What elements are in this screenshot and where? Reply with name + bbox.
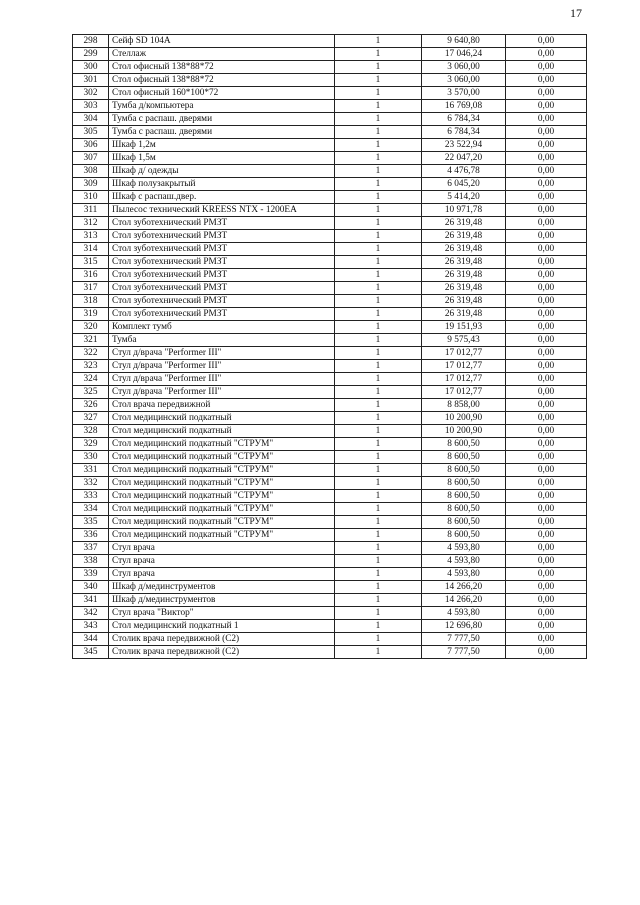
item-value: 17 012,77 [422,373,506,386]
row-number: 299 [73,48,109,61]
item-name: Стол медицинский подкатный "СТРУМ" [109,451,335,464]
table-row [73,204,587,217]
table-row [73,542,587,555]
table-row [73,74,587,87]
table-row [73,126,587,139]
item-value: 3 060,00 [422,74,506,87]
item-residual-value: 0,00 [506,61,587,74]
item-name: Стол медицинский подкатный "СТРУМ" [109,503,335,516]
row-number: 343 [73,620,109,633]
item-name: Тумба [109,334,335,347]
row-number: 312 [73,217,109,230]
item-quantity: 1 [335,399,422,412]
table-row [73,87,587,100]
item-name: Шкаф д/мединструментов [109,594,335,607]
item-value: 3 060,00 [422,61,506,74]
item-residual-value: 0,00 [506,386,587,399]
item-value: 17 012,77 [422,360,506,373]
item-quantity: 1 [335,74,422,87]
item-quantity: 1 [335,438,422,451]
item-name: Столик врача передвижной (С2) [109,646,335,659]
item-residual-value: 0,00 [506,581,587,594]
table-row [73,152,587,165]
item-name: Стол зуботехнический РМЗТ [109,282,335,295]
item-name: Стул д/врача "Performer III" [109,373,335,386]
row-number: 342 [73,607,109,620]
item-name: Стул д/врача "Performer III" [109,386,335,399]
item-residual-value: 0,00 [506,529,587,542]
item-name: Тумба с распаш. дверями [109,113,335,126]
table-row [73,555,587,568]
item-quantity: 1 [335,152,422,165]
item-quantity: 1 [335,347,422,360]
table-row [73,568,587,581]
row-number: 336 [73,529,109,542]
item-residual-value: 0,00 [506,295,587,308]
item-value: 26 319,48 [422,230,506,243]
item-value: 22 047,20 [422,152,506,165]
row-number: 328 [73,425,109,438]
table-row [73,165,587,178]
row-number: 311 [73,204,109,217]
item-residual-value: 0,00 [506,464,587,477]
row-number: 337 [73,542,109,555]
item-quantity: 1 [335,334,422,347]
item-name: Стол медицинский подкатный [109,412,335,425]
page-number: 17 [570,6,582,20]
item-name: Стол офисный 160*100*72 [109,87,335,100]
item-name: Шкаф полузакрытый [109,178,335,191]
row-number: 315 [73,256,109,269]
row-number: 330 [73,451,109,464]
item-value: 14 266,20 [422,594,506,607]
item-value: 16 769,08 [422,100,506,113]
item-quantity: 1 [335,217,422,230]
item-name: Шкаф 1,2м [109,139,335,152]
item-name: Стол медицинский подкатный "СТРУМ" [109,438,335,451]
item-value: 8 600,50 [422,438,506,451]
item-quantity: 1 [335,646,422,659]
item-residual-value: 0,00 [506,620,587,633]
item-quantity: 1 [335,204,422,217]
table-row [73,373,587,386]
item-value: 4 593,80 [422,555,506,568]
item-quantity: 1 [335,412,422,425]
item-name: Стол медицинский подкатный "СТРУМ" [109,490,335,503]
item-name: Стол зуботехнический РМЗТ [109,308,335,321]
item-quantity: 1 [335,386,422,399]
item-quantity: 1 [335,425,422,438]
item-residual-value: 0,00 [506,243,587,256]
item-residual-value: 0,00 [506,334,587,347]
item-residual-value: 0,00 [506,191,587,204]
item-value: 26 319,48 [422,308,506,321]
item-value: 12 696,80 [422,620,506,633]
item-residual-value: 0,00 [506,87,587,100]
row-number: 304 [73,113,109,126]
item-quantity: 1 [335,48,422,61]
item-value: 10 200,90 [422,425,506,438]
table-row [73,230,587,243]
item-residual-value: 0,00 [506,633,587,646]
item-value: 8 600,50 [422,529,506,542]
table-row [73,477,587,490]
item-residual-value: 0,00 [506,516,587,529]
item-value: 26 319,48 [422,217,506,230]
row-number: 340 [73,581,109,594]
row-number: 302 [73,87,109,100]
item-quantity: 1 [335,451,422,464]
row-number: 325 [73,386,109,399]
row-number: 298 [73,35,109,48]
item-quantity: 1 [335,126,422,139]
item-value: 10 971,78 [422,204,506,217]
item-name: Стул врача [109,568,335,581]
item-residual-value: 0,00 [506,360,587,373]
item-name: Стол зуботехнический РМЗТ [109,230,335,243]
table-row [73,113,587,126]
item-residual-value: 0,00 [506,607,587,620]
item-residual-value: 0,00 [506,477,587,490]
item-name: Стол врача передвижной [109,399,335,412]
item-quantity: 1 [335,555,422,568]
table-row [73,139,587,152]
item-quantity: 1 [335,61,422,74]
item-residual-value: 0,00 [506,178,587,191]
row-number: 338 [73,555,109,568]
row-number: 321 [73,334,109,347]
item-value: 6 045,20 [422,178,506,191]
item-value: 9 575,43 [422,334,506,347]
item-name: Стол зуботехнический РМЗТ [109,243,335,256]
item-name: Стол зуботехнический РМЗТ [109,269,335,282]
item-name: Стол медицинский подкатный "СТРУМ" [109,516,335,529]
item-residual-value: 0,00 [506,542,587,555]
item-residual-value: 0,00 [506,282,587,295]
item-name: Стол медицинский подкатный 1 [109,620,335,633]
item-value: 8 600,50 [422,516,506,529]
item-value: 4 476,78 [422,165,506,178]
row-number: 341 [73,594,109,607]
item-quantity: 1 [335,516,422,529]
item-name: Стул д/врача "Performer III" [109,360,335,373]
item-name: Стол зуботехнический РМЗТ [109,256,335,269]
item-name: Комплект тумб [109,321,335,334]
item-residual-value: 0,00 [506,347,587,360]
item-quantity: 1 [335,321,422,334]
item-quantity: 1 [335,594,422,607]
item-name: Стул врача "Виктор" [109,607,335,620]
item-residual-value: 0,00 [506,139,587,152]
item-value: 7 777,50 [422,633,506,646]
table-row [73,269,587,282]
item-residual-value: 0,00 [506,152,587,165]
table-row [73,386,587,399]
item-value: 17 012,77 [422,386,506,399]
item-value: 26 319,48 [422,282,506,295]
item-quantity: 1 [335,230,422,243]
table-row [73,48,587,61]
item-quantity: 1 [335,620,422,633]
table-row [73,35,587,48]
row-number: 308 [73,165,109,178]
row-number: 306 [73,139,109,152]
item-quantity: 1 [335,256,422,269]
item-quantity: 1 [335,269,422,282]
item-value: 5 414,20 [422,191,506,204]
item-quantity: 1 [335,464,422,477]
row-number: 301 [73,74,109,87]
item-residual-value: 0,00 [506,204,587,217]
item-value: 10 200,90 [422,412,506,425]
table-row [73,646,587,659]
item-residual-value: 0,00 [506,35,587,48]
table-row [73,412,587,425]
item-quantity: 1 [335,633,422,646]
row-number: 310 [73,191,109,204]
row-number: 322 [73,347,109,360]
item-residual-value: 0,00 [506,425,587,438]
item-quantity: 1 [335,529,422,542]
table-row [73,607,587,620]
item-residual-value: 0,00 [506,451,587,464]
table-row [73,399,587,412]
table-row [73,503,587,516]
row-number: 331 [73,464,109,477]
item-value: 23 522,94 [422,139,506,152]
row-number: 344 [73,633,109,646]
table-row [73,633,587,646]
table-row [73,438,587,451]
table-row [73,308,587,321]
item-value: 4 593,80 [422,607,506,620]
item-value: 3 570,00 [422,87,506,100]
row-number: 313 [73,230,109,243]
table-row [73,451,587,464]
table-row [73,243,587,256]
item-name: Столик врача передвижной (С2) [109,633,335,646]
row-number: 319 [73,308,109,321]
item-value: 6 784,34 [422,113,506,126]
row-number: 326 [73,399,109,412]
row-number: 320 [73,321,109,334]
item-name: Стол медицинский подкатный [109,425,335,438]
item-value: 8 600,50 [422,477,506,490]
item-quantity: 1 [335,113,422,126]
row-number: 335 [73,516,109,529]
table-row [73,61,587,74]
table-row [73,217,587,230]
item-value: 7 777,50 [422,646,506,659]
item-value: 14 266,20 [422,581,506,594]
table-row [73,256,587,269]
item-name: Стол офисный 138*88*72 [109,74,335,87]
item-value: 4 593,80 [422,568,506,581]
item-quantity: 1 [335,581,422,594]
item-value: 26 319,48 [422,269,506,282]
item-residual-value: 0,00 [506,555,587,568]
item-residual-value: 0,00 [506,113,587,126]
row-number: 317 [73,282,109,295]
item-quantity: 1 [335,165,422,178]
item-value: 6 784,34 [422,126,506,139]
item-residual-value: 0,00 [506,308,587,321]
table-row [73,295,587,308]
item-residual-value: 0,00 [506,48,587,61]
table-row [73,516,587,529]
table-row [73,594,587,607]
item-quantity: 1 [335,87,422,100]
item-name: Стол медицинский подкатный "СТРУМ" [109,464,335,477]
item-residual-value: 0,00 [506,373,587,386]
row-number: 309 [73,178,109,191]
table-row [73,425,587,438]
item-residual-value: 0,00 [506,256,587,269]
item-quantity: 1 [335,490,422,503]
item-name: Стул д/врача "Performer III" [109,347,335,360]
item-name: Стол медицинский подкатный "СТРУМ" [109,477,335,490]
item-quantity: 1 [335,139,422,152]
item-value: 26 319,48 [422,243,506,256]
item-residual-value: 0,00 [506,321,587,334]
item-quantity: 1 [335,373,422,386]
row-number: 318 [73,295,109,308]
item-quantity: 1 [335,568,422,581]
item-name: Стеллаж [109,48,335,61]
item-residual-value: 0,00 [506,126,587,139]
item-quantity: 1 [335,191,422,204]
row-number: 345 [73,646,109,659]
item-residual-value: 0,00 [506,503,587,516]
row-number: 333 [73,490,109,503]
item-quantity: 1 [335,477,422,490]
item-name: Стул врача [109,555,335,568]
item-name: Сейф SD 104А [109,35,335,48]
item-value: 9 640,80 [422,35,506,48]
item-value: 4 593,80 [422,542,506,555]
table-row [73,321,587,334]
item-name: Шкаф д/ одежды [109,165,335,178]
table-row [73,347,587,360]
row-number: 314 [73,243,109,256]
item-value: 26 319,48 [422,256,506,269]
item-name: Шкаф д/мединструментов [109,581,335,594]
item-residual-value: 0,00 [506,399,587,412]
row-number: 324 [73,373,109,386]
item-quantity: 1 [335,35,422,48]
row-number: 323 [73,360,109,373]
item-residual-value: 0,00 [506,269,587,282]
item-residual-value: 0,00 [506,74,587,87]
item-name: Стол медицинский подкатный "СТРУМ" [109,529,335,542]
table-row [73,490,587,503]
item-residual-value: 0,00 [506,568,587,581]
item-residual-value: 0,00 [506,438,587,451]
item-quantity: 1 [335,178,422,191]
table-row [73,529,587,542]
item-value: 19 151,93 [422,321,506,334]
item-quantity: 1 [335,542,422,555]
table-row [73,191,587,204]
item-value: 8 600,50 [422,490,506,503]
item-name: Шкаф 1,5м [109,152,335,165]
table-row [73,360,587,373]
item-value: 8 858,00 [422,399,506,412]
item-name: Стул врача [109,542,335,555]
item-value: 8 600,50 [422,451,506,464]
item-name: Пылесос технический KREESS NTX - 1200EA [109,204,335,217]
row-number: 332 [73,477,109,490]
row-number: 303 [73,100,109,113]
item-name: Стол зуботехнический РМЗТ [109,217,335,230]
item-quantity: 1 [335,308,422,321]
table-row [73,334,587,347]
item-value: 26 319,48 [422,295,506,308]
table-row [73,282,587,295]
item-residual-value: 0,00 [506,230,587,243]
item-name: Шкаф с распаш.двер. [109,191,335,204]
item-quantity: 1 [335,282,422,295]
item-residual-value: 0,00 [506,100,587,113]
item-name: Тумба с распаш. дверями [109,126,335,139]
item-value: 17 012,77 [422,347,506,360]
table-row [73,178,587,191]
item-residual-value: 0,00 [506,165,587,178]
row-number: 305 [73,126,109,139]
row-number: 334 [73,503,109,516]
table-row [73,464,587,477]
item-name: Стол офисный 138*88*72 [109,61,335,74]
item-residual-value: 0,00 [506,646,587,659]
row-number: 329 [73,438,109,451]
item-quantity: 1 [335,503,422,516]
item-quantity: 1 [335,295,422,308]
row-number: 307 [73,152,109,165]
row-number: 316 [73,269,109,282]
item-value: 8 600,50 [422,464,506,477]
item-name: Стол зуботехнический РМЗТ [109,295,335,308]
item-value: 8 600,50 [422,503,506,516]
item-value: 17 046,24 [422,48,506,61]
table-row [73,581,587,594]
item-residual-value: 0,00 [506,594,587,607]
item-name: Тумба д/компьютера [109,100,335,113]
item-quantity: 1 [335,243,422,256]
inventory-table-body [73,35,587,659]
row-number: 327 [73,412,109,425]
row-number: 339 [73,568,109,581]
table-row [73,620,587,633]
item-quantity: 1 [335,607,422,620]
item-quantity: 1 [335,360,422,373]
inventory-table [72,34,587,659]
item-residual-value: 0,00 [506,412,587,425]
item-quantity: 1 [335,100,422,113]
row-number: 300 [73,61,109,74]
item-residual-value: 0,00 [506,490,587,503]
table-row [73,100,587,113]
item-residual-value: 0,00 [506,217,587,230]
